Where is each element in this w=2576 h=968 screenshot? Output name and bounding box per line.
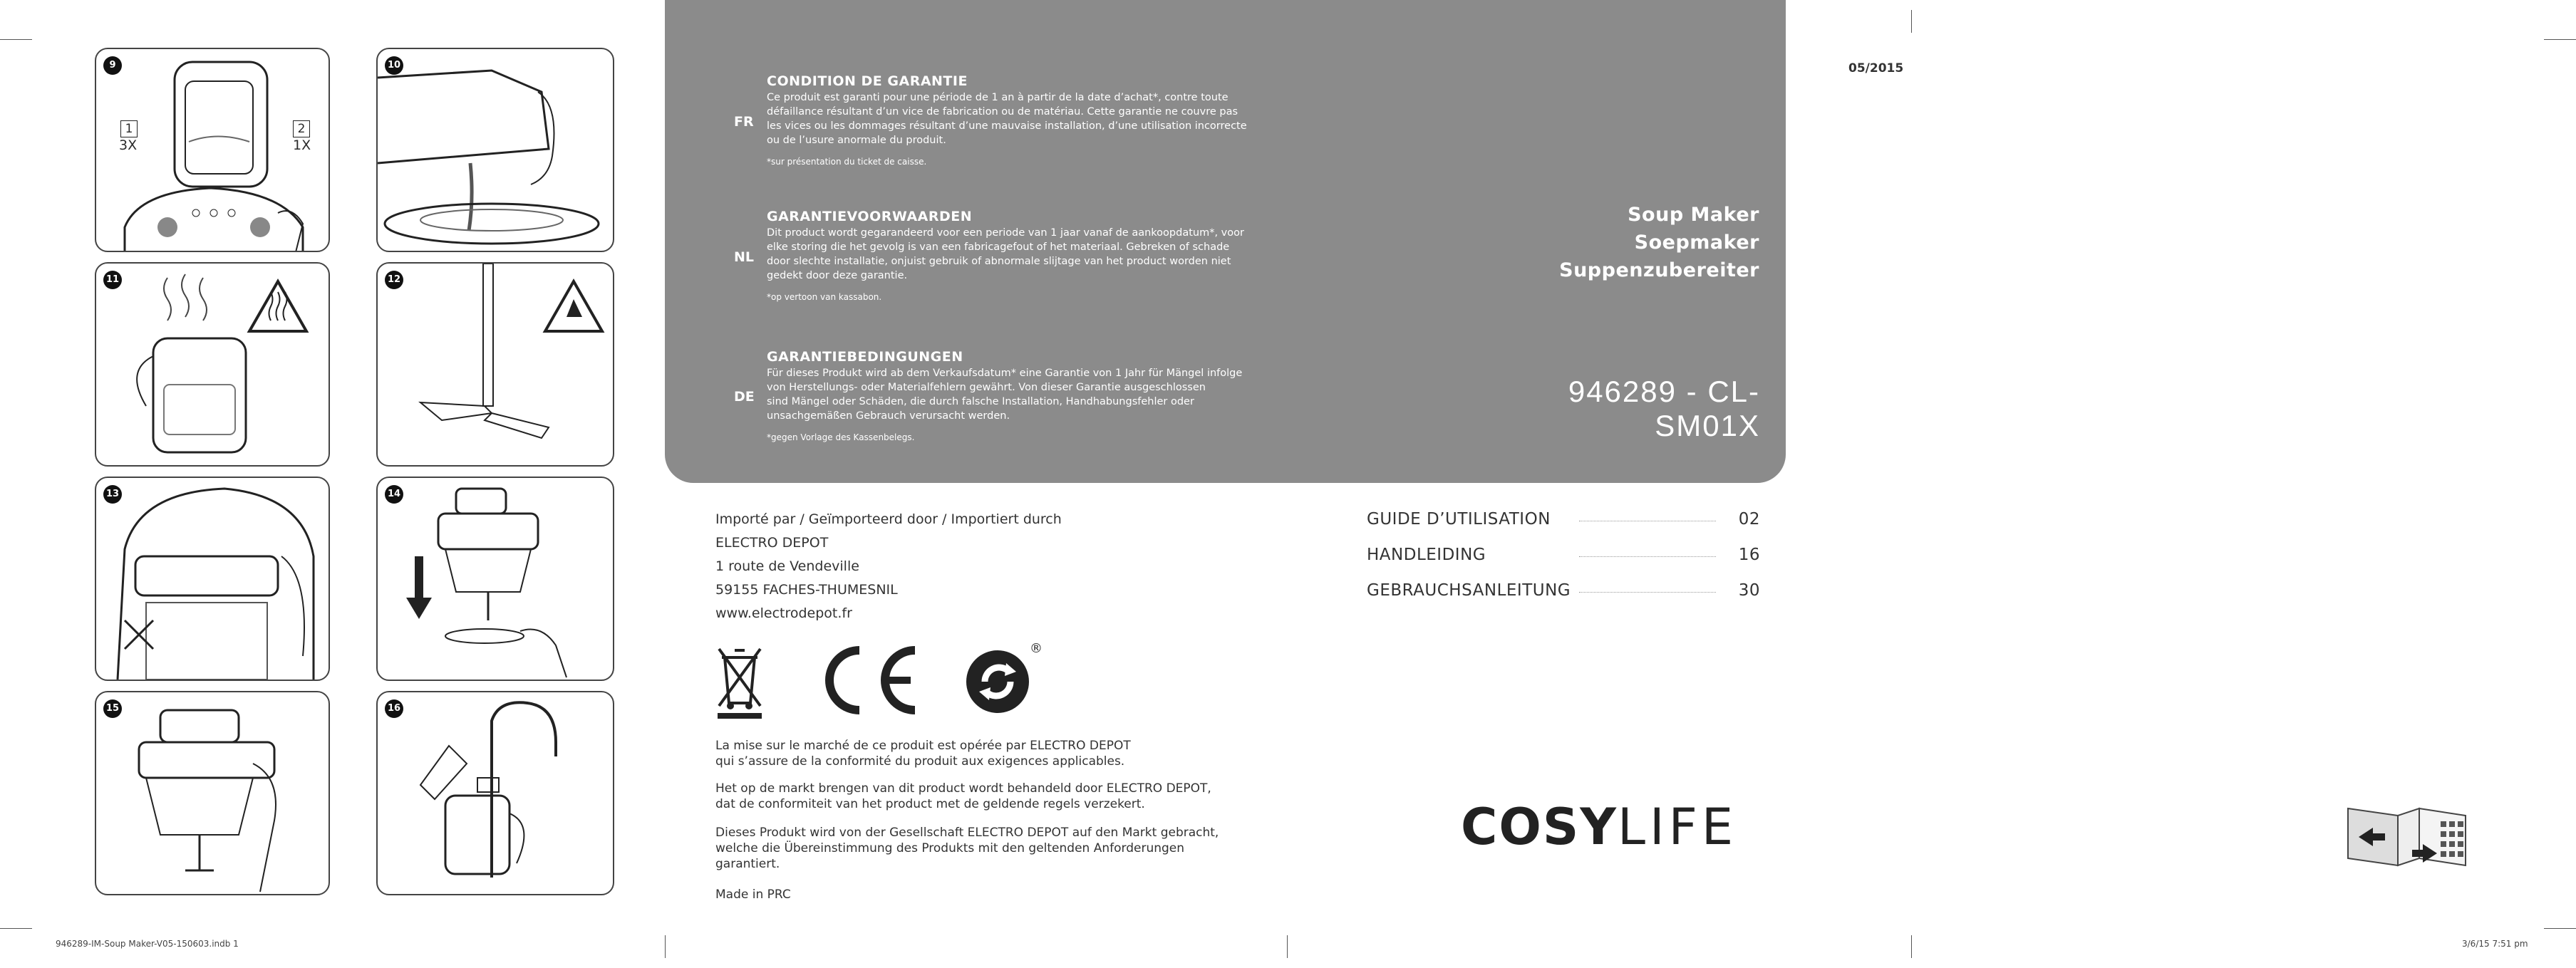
importer-street: 1 route de Vendeville xyxy=(715,558,859,574)
legal-fr: La mise sur le marché de ce produit est opérée par ELECTRO DEPOT qui s’assure de la conformité du produit aux exigences applicables. xyxy=(715,739,1131,769)
product-name-nl: Soepmaker xyxy=(1634,231,1759,254)
warranty-text: Dit product wordt gegarandeerd voor een periode van 1 jaar vanaf de aankoopdatum*, voor elke storing die het gevolg is van een fabricagefout of het materiaal. Gebreken of schade door slechte installatie, onjuist gebruik of abnormale slijtage van het product worden niet gedekt door deze garantie. xyxy=(767,227,1244,281)
toc-page: 30 xyxy=(1738,581,1760,600)
instruction-panel-16 xyxy=(376,691,614,895)
product-name-en: Soup Maker xyxy=(1628,204,1759,226)
product-code: 946289 - CL-SM01X xyxy=(1568,375,1760,442)
brand-part-2: LIFE xyxy=(1617,798,1738,856)
made-in: Made in PRC xyxy=(715,888,791,902)
warranty-section-fr xyxy=(767,73,1266,169)
lift-motor-unit-illustration xyxy=(96,692,329,894)
toc-page: 16 xyxy=(1738,546,1760,564)
pouring-soup-illustration xyxy=(378,49,613,251)
base-no-immersion-illustration xyxy=(96,478,329,680)
instruction-panel-14 xyxy=(376,477,614,681)
warranty-title: CONDITION DE GARANTIE xyxy=(767,73,968,89)
toc-label: GEBRAUCHSANLEITUNG xyxy=(1367,581,1571,600)
open-manual-fold-icon xyxy=(2341,798,2473,869)
step-number: 12 xyxy=(385,271,403,289)
warranty-text: Ce produit est garanti pour une période de 1 an à partir de la date d’achat*, contre toute défaillance résultant d’un vice de fabrication ou de matériau. Cette garantie ne couvre pas les vices ou les dommages résultant d’une mauvaise installation, d’une utilisation incorrecte ou de l’usure anormale du produit. xyxy=(767,92,1247,146)
file-name: 946289-IM-Soup Maker-V05-150603.indb 1 xyxy=(56,939,239,949)
cosylife-logo xyxy=(1461,798,1760,855)
step-number: 16 xyxy=(385,699,403,718)
instruction-panel-12 xyxy=(376,262,614,467)
importer-website[interactable]: www.electrodepot.fr xyxy=(715,605,852,621)
warranty-text: Für dieses Produkt wird ab dem Verkaufsdatum* eine Garantie von 1 Jahr für Mängel infolge von Herstellungs- oder Materialfehlern gewährt. Von dieser Garantie ausgeschlossen sind Mängel oder Schäden, die durch falsche Installation, Handhabungsfehler oder unsachgemäßen Gebrauch verursacht werden. xyxy=(767,368,1243,422)
press-count-1-box: 1 xyxy=(120,120,138,137)
crop-mark xyxy=(0,928,32,929)
lang-nl: NL xyxy=(734,249,755,265)
press-count-2-text: 1X xyxy=(293,137,311,153)
crop-mark xyxy=(1911,935,1912,958)
product-name-de: Suppenzubereiter xyxy=(1559,259,1759,281)
lang-de: DE xyxy=(734,389,755,405)
hot-steam-warning-illustration xyxy=(96,264,329,465)
importer-city: 59155 FACHES-THUMESNIL xyxy=(715,582,898,598)
crop-mark xyxy=(665,935,666,958)
warranty-section-de xyxy=(767,349,1266,444)
weee-bin-icon xyxy=(715,645,765,719)
rinse-under-tap-illustration xyxy=(378,692,613,894)
step-number: 14 xyxy=(385,485,403,504)
instruction-panel-13 xyxy=(95,477,330,681)
crop-mark xyxy=(2544,928,2576,929)
toc-leader xyxy=(1579,556,1716,557)
crop-mark xyxy=(0,39,32,40)
step-number: 9 xyxy=(103,56,122,75)
warranty-section-nl xyxy=(767,209,1266,304)
green-dot-icon xyxy=(963,645,1035,716)
toc-label: HANDLEIDING xyxy=(1367,546,1486,564)
step-number: 11 xyxy=(103,271,122,289)
press-count-1-text: 3X xyxy=(119,137,138,153)
print-date: 05/2015 xyxy=(1848,61,1904,76)
crop-mark xyxy=(2544,39,2576,40)
importer-name: ELECTRO DEPOT xyxy=(715,535,829,551)
press-count-2-box: 2 xyxy=(293,120,310,137)
print-timestamp: 3/6/15 7:51 pm xyxy=(2462,939,2528,949)
brand-part-1: COSY xyxy=(1461,798,1618,856)
remove-seal-illustration xyxy=(378,478,613,680)
instruction-panel-11 xyxy=(95,262,330,467)
instruction-panel-9 xyxy=(95,48,330,252)
warranty-note: *op vertoon van kassabon. xyxy=(767,292,882,302)
step-number: 10 xyxy=(385,56,403,75)
toc-page: 02 xyxy=(1738,510,1760,529)
instruction-panel-15 xyxy=(95,691,330,895)
warranty-note: *sur présentation du ticket de caisse. xyxy=(767,157,927,167)
crop-mark xyxy=(1287,935,1288,958)
importer-line: Importé par / Geïmporteerd door / Importiert durch xyxy=(715,511,1062,527)
legal-de: Dieses Produkt wird von der Gesellschaft ELECTRO DEPOT auf den Markt gebracht, welche die Übereinstimmung des Produkts mit den geltenden Anforderungen garantiert. xyxy=(715,826,1219,871)
ce-mark-icon xyxy=(817,645,924,716)
lang-fr: FR xyxy=(734,114,754,130)
warranty-note: *gegen Vorlage des Kassenbelegs. xyxy=(767,432,915,442)
warranty-title: GARANTIEVOORWAARDEN xyxy=(767,209,973,224)
step-number: 13 xyxy=(103,485,122,504)
blade-warning-illustration xyxy=(378,264,613,465)
instruction-panel-10 xyxy=(376,48,614,252)
toc-label: GUIDE D’UTILISATION xyxy=(1367,510,1551,529)
warranty-title: GARANTIEBEDINGUNGEN xyxy=(767,349,963,365)
crop-mark xyxy=(1911,10,1912,33)
step-number: 15 xyxy=(103,699,122,718)
toc-leader xyxy=(1579,592,1716,593)
registered-mark: ® xyxy=(1030,641,1043,656)
legal-nl: Het op de markt brengen van dit product wordt behandeld door ELECTRO DEPOT, dat de conformiteit van het product met de geldende regels verzekert. xyxy=(715,781,1211,811)
